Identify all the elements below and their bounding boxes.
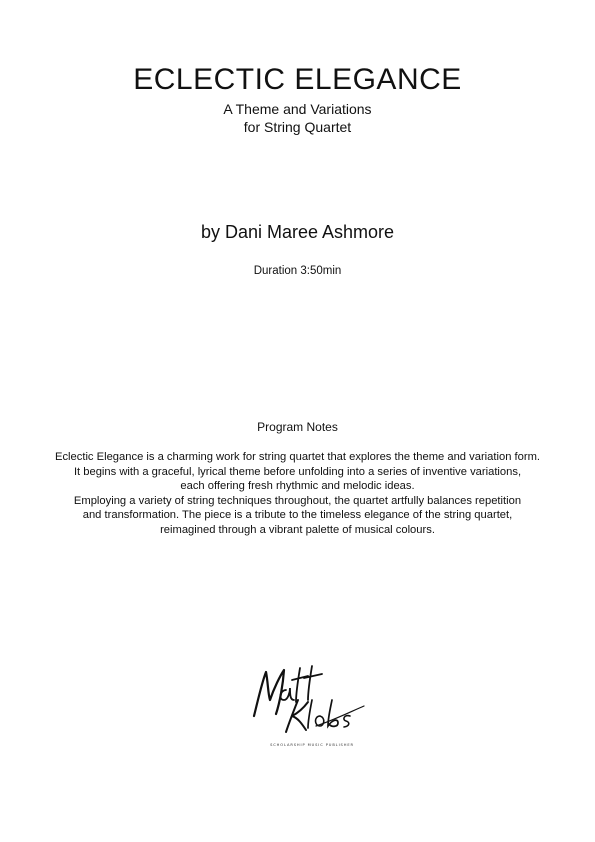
signature-logo-icon xyxy=(246,660,366,750)
piece-title: ECLECTIC ELEGANCE xyxy=(133,63,462,96)
program-notes-heading: Program Notes xyxy=(257,420,338,434)
program-notes-line: and transformation. The piece is a tribute to the timeless elegance of the string quartet, xyxy=(82,509,513,522)
subtitle-line-1: A Theme and Variations xyxy=(223,101,372,117)
program-notes-line: Employing a variety of string techniques throughout, the quartet artfully balances repetition xyxy=(73,494,522,507)
program-notes-body xyxy=(20,450,575,538)
publisher-logo xyxy=(246,660,366,750)
program-notes-line: reimagined through a vibrant palette of musical colours. xyxy=(160,523,435,536)
composer-credit: by Dani Maree Ashmore xyxy=(200,222,395,242)
duration-label: Duration 3:50min xyxy=(253,265,342,277)
program-notes-line: each offering fresh rhythmic and melodic ideas. xyxy=(180,480,415,493)
svg-text:SCHOLARSHIP MUSIC PUBLISHER: SCHOLARSHIP MUSIC PUBLISHER xyxy=(270,743,354,747)
program-notes-line: Eclectic Elegance is a charming work for string quartet that explores the theme and variation form. xyxy=(54,451,541,463)
program-notes-line: It begins with a graceful, lyrical theme before unfolding into a series of inventive variations, xyxy=(73,465,522,478)
subtitle-line-2: for String Quartet xyxy=(243,119,352,135)
